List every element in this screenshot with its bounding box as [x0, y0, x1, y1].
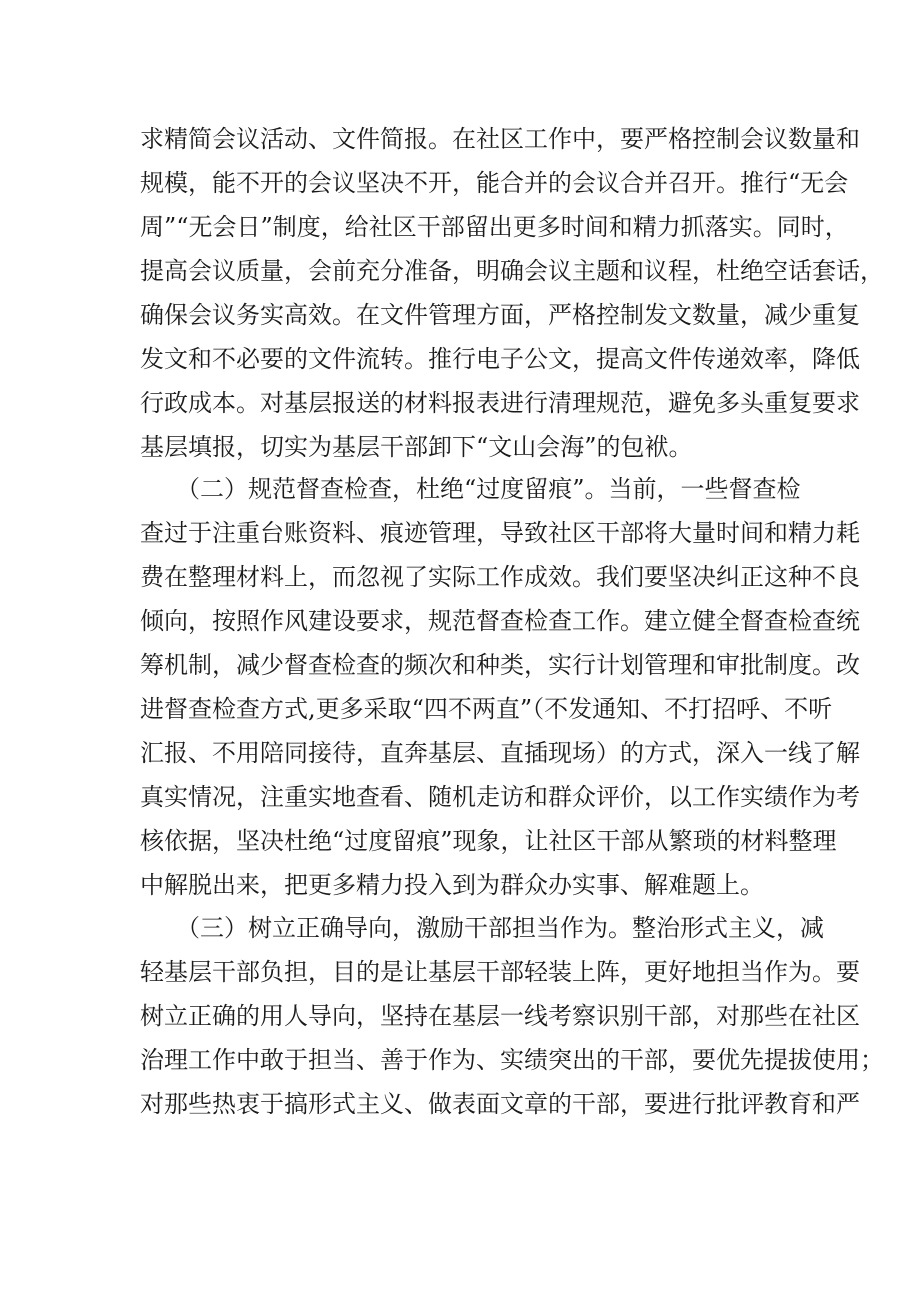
text-line-10: 查过于注重台账资料、痕迹管理，导致社区干部将大量时间和精力耗: [140, 519, 860, 547]
text-line-19: （三）树立正确导向，激励干部担当作为。整治形式主义，减: [140, 914, 824, 942]
text-line-12: 倾向，按照作风建设要求，规范督查检查工作。建立健全督查检查统: [140, 607, 860, 635]
text-line-20: 轻基层干部负担，目的是让基层干部轻装上阵，更好地担当作为。要: [140, 958, 860, 986]
text-line-11: 费在整理材料上，而忽视了实际工作成效。我们要坚决纠正这种不良: [140, 563, 860, 591]
text-line-21: 树立正确的用人导向，坚持在基层一线考察识别干部，对那些在社区: [140, 1002, 860, 1030]
text-line-7: 行政成本。对基层报送的材料报表进行清理规范，避免多头重复要求: [140, 389, 860, 417]
text-line-2: 规模，能不开的会议坚决不开，能合并的会议合并召开。推行“无会: [140, 169, 849, 197]
text-line-13: 筹机制，减少督查检查的频次和种类，实行计划管理和审批制度。改: [140, 651, 860, 679]
text-line-6: 发文和不必要的文件流转。推行电子公文，提高文件传递效率，降低: [140, 345, 860, 373]
text-line-4: 提高会议质量，会前充分准备，明确会议主题和议程，杜绝空话套话，: [140, 257, 884, 285]
text-line-18: 中解脱出来，把更多精力投入到为群众办实事、解难题上。: [140, 871, 764, 899]
text-line-9: （二）规范督查检查，杜绝“过度留痕”。当前，一些督查检: [140, 475, 801, 503]
text-line-23: 对那些热衷于搞形式主义、做表面文章的干部，要进行批评教育和严: [140, 1090, 860, 1118]
text-line-14: 进督查检查方式,更多采取“四不两直”（不发通知、不打招呼、不听: [140, 695, 833, 723]
text-line-3: 周”“无会日”制度，给社区干部留出更多时间和精力抓落实。同时，: [140, 213, 849, 241]
text-line-17: 核依据，坚决杜绝“过度留痕”现象，让社区干部从繁琐的材料整理: [140, 827, 837, 855]
text-line-5: 确保会议务实高效。在文件管理方面，严格控制发文数量，减少重复: [140, 301, 860, 329]
text-line-8: 基层填报，切实为基层干部卸下“文山会海”的包袱。: [140, 433, 693, 461]
text-line-16: 真实情况，注重实地查看、随机走访和群众评价，以工作实绩作为考: [140, 783, 860, 811]
text-line-15: 汇报、不用陪同接待，直奔基层、直插现场）的方式，深入一线了解: [140, 739, 860, 767]
text-line-1: 求精简会议活动、文件简报。在社区工作中，要严格控制会议数量和: [140, 125, 860, 153]
text-line-22: 治理工作中敢于担当、善于作为、实绩突出的干部，要优先提拔使用；: [140, 1046, 884, 1074]
